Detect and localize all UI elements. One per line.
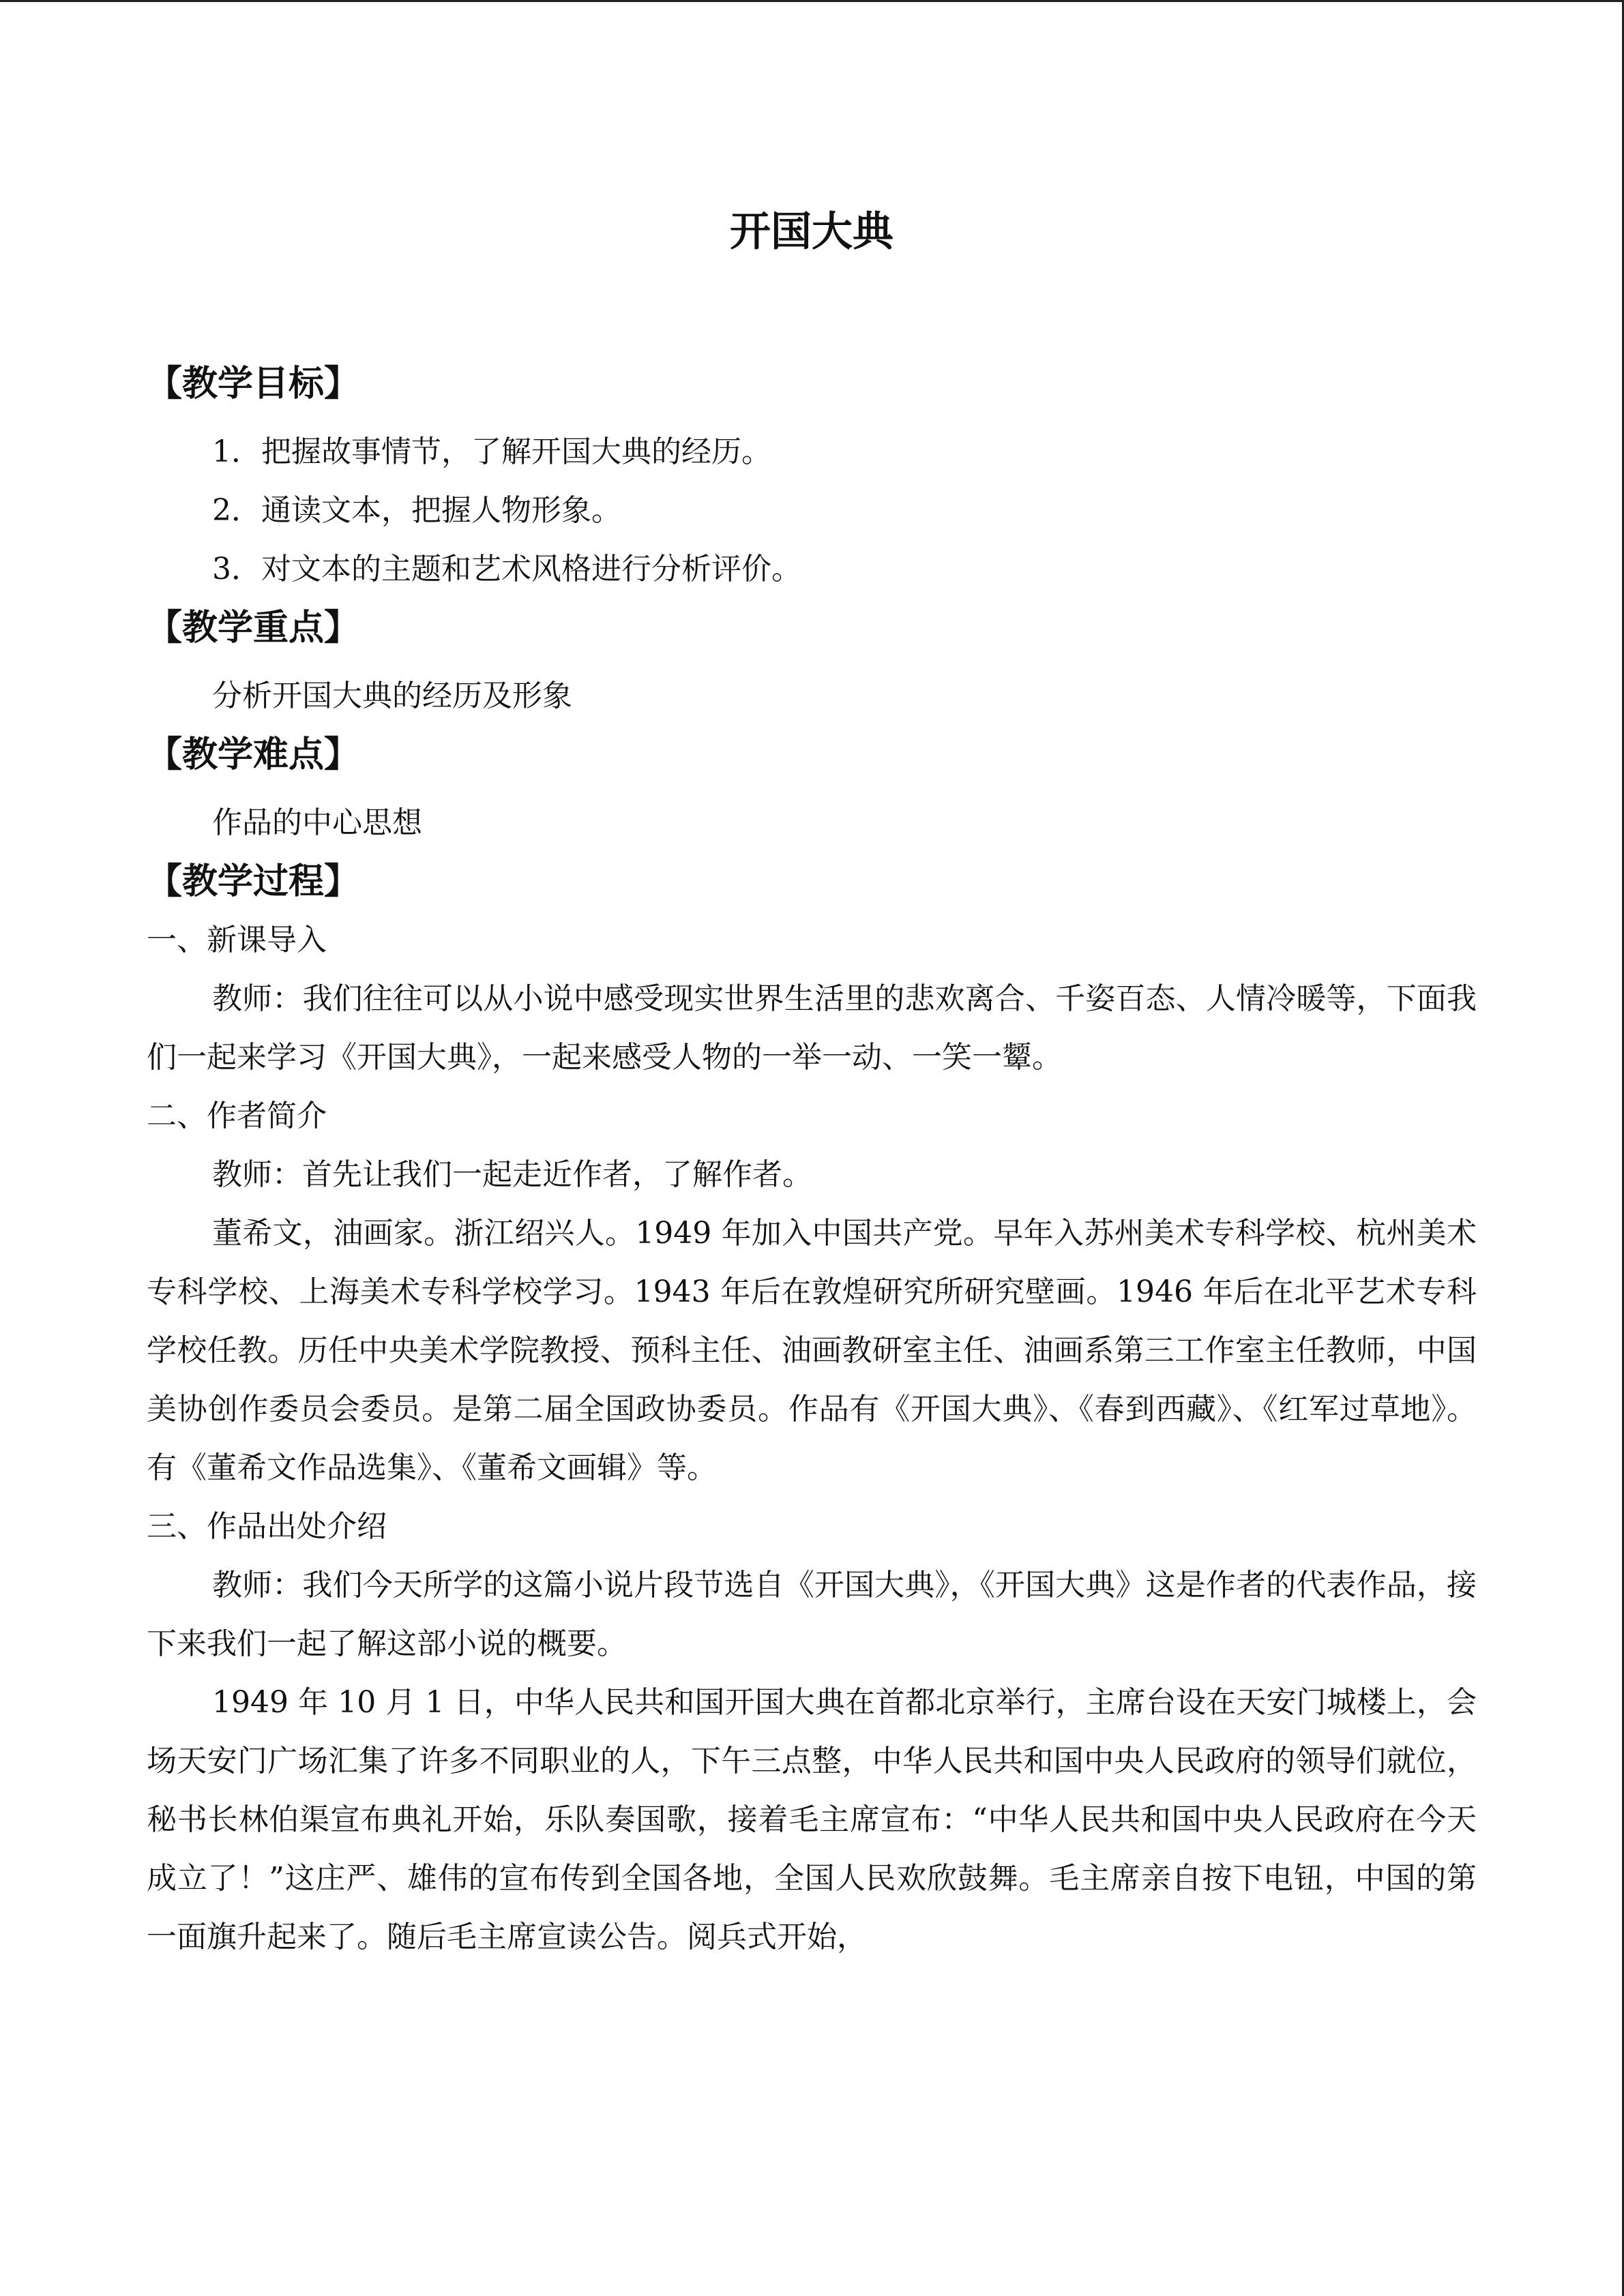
document-title: 开国大典 bbox=[730, 208, 894, 256]
section-title: 一、新课导入 bbox=[147, 923, 327, 957]
difficult-points-heading: 【教学难点】 bbox=[147, 734, 360, 775]
section-paragraph: 董希文，油画家。浙江绍兴人。1949 年加入中国共产党。早年入苏州美术专科学校、杭州美术专科学校、上海美术专科学校学习。1943 年后在敦煌研究所研究壁画。1946 年后在北平艺术专科学校任教。历任中央美术学院教授、预科主任、油画教研室主任、油画系第三工作室主任教师，中国美协创作委员会委员。是第二届全国政协委员。作品有《开国大典》、《春到西藏》、《红军过草地》。有《董希文作品选集》、《董希文画辑》等。 bbox=[147, 1216, 1477, 1485]
section-paragraph: 教师：首先让我们一起走近作者，了解作者。 bbox=[212, 1157, 812, 1192]
section-title: 三、作品出处介绍 bbox=[147, 1509, 387, 1544]
objective-item: 3．对文本的主题和艺术风格进行分析评价。 bbox=[212, 552, 801, 586]
section-paragraph: 1949 年 10 月 1 日，中华人民共和国开国大典在首都北京举行，主席台设在天安门城楼上，会场天安门广场汇集了许多不同职业的人，下午三点整，中华人民共和国中央人民政府的领导们就位，秘书长林伯渠宣布典礼开始，乐队奏国歌，接着毛主席宣布：“中华人民共和国中央人民政府在今天成立了！”这庄严、雄伟的宣布传到全国各地，全国人民欢欣鼓舞。毛主席亲自按下电钮，中国的第一面旗升起来了。随后毛主席宣读公告。阅兵式开始， bbox=[147, 1685, 1477, 1954]
document-page bbox=[147, 205, 1477, 1967]
page-top-border bbox=[0, 0, 1624, 2]
difficult-points-text: 作品的中心思想 bbox=[212, 805, 422, 840]
objectives-heading: 【教学目标】 bbox=[147, 363, 360, 404]
objective-item: 2．通读文本，把握人物形象。 bbox=[212, 493, 621, 528]
objective-item: 1．把握故事情节，了解开国大典的经历。 bbox=[212, 434, 771, 469]
process-heading: 【教学过程】 bbox=[147, 861, 360, 902]
section-paragraph: 教师：我们往往可以从小说中感受现实世界生活里的悲欢离合、千姿百态、人情冷暖等，下面我们一起来学习《开国大典》，一起来感受人物的一举一动、一笑一颦。 bbox=[147, 981, 1477, 1075]
section-title: 二、作者简介 bbox=[147, 1099, 327, 1133]
section-paragraph: 教师：我们今天所学的这篇小说片段节选自《开国大典》，《开国大典》这是作者的代表作品，接下来我们一起了解这部小说的概要。 bbox=[147, 1568, 1477, 1661]
key-points-text: 分析开国大典的经历及形象 bbox=[212, 679, 572, 713]
key-points-heading: 【教学重点】 bbox=[147, 607, 360, 648]
